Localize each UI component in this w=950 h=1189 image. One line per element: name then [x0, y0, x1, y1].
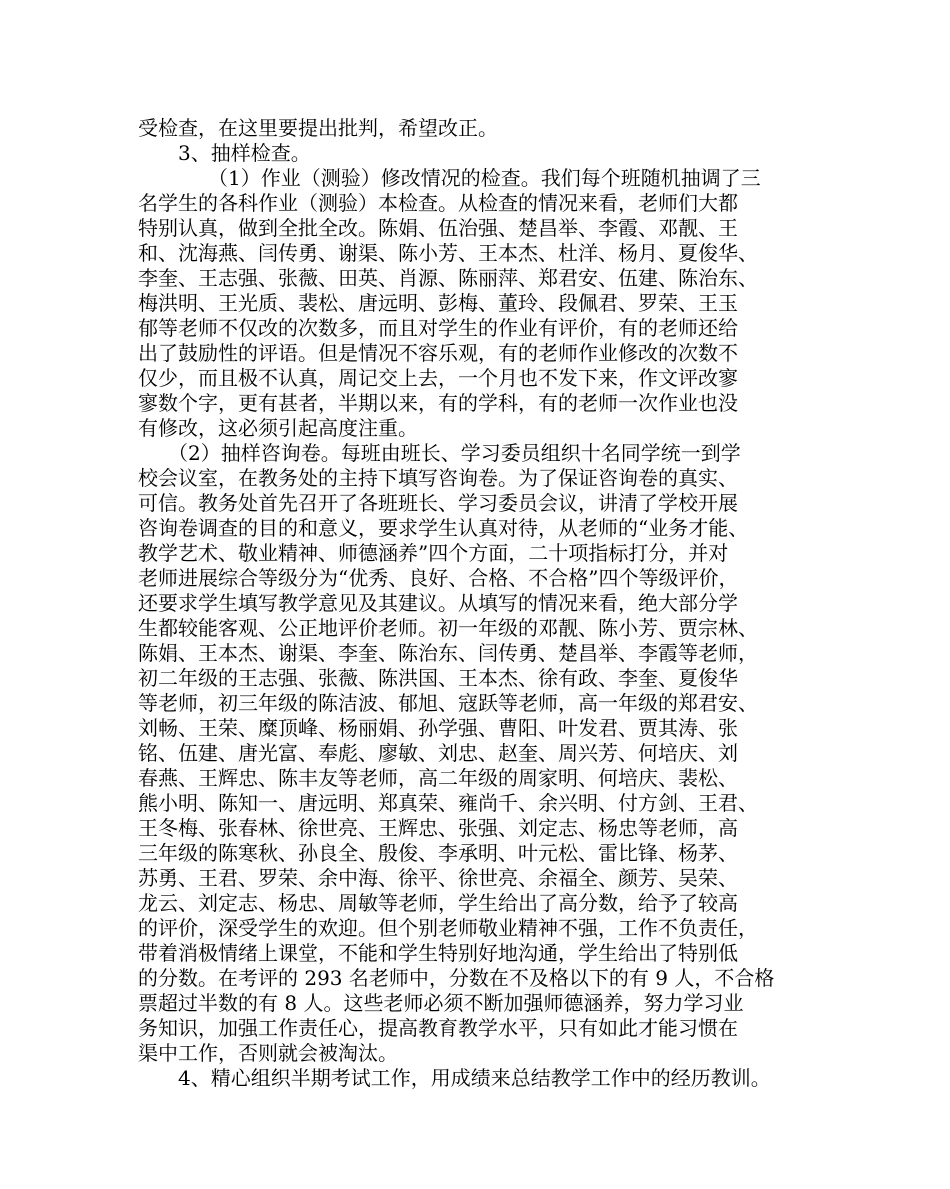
text-line: 有修改，这必须引起高度注重。: [138, 416, 418, 440]
text-line: 还要求学生填写教学意见及其建议。从填写的情况来看，绝大部分学: [138, 591, 738, 615]
text-line: 梅洪明、王光质、裴松、唐远明、彭梅、董玲、段佩君、罗荣、王玉: [138, 291, 738, 315]
text-line: 受检查，在这里要提出批判，希望改正。: [138, 116, 498, 140]
text-line: 可信。教务处首先召开了各班班长、学习委员会议，讲清了学校开展: [138, 491, 738, 515]
text-line: 教学艺术、敬业精神、师德涵养”四个方面，二十项指标打分，并对: [138, 541, 729, 565]
text-line: 生都较能客观、公正地评价老师。初一年级的邓靓、陈小芳、贾宗林、: [138, 616, 758, 640]
text-line: 务知识，加强工作责任心，提高教育教学水平，只有如此才能习惯在: [138, 1016, 738, 1040]
text-line: 初二年级的王志强、张薇、陈洪国、王本杰、徐有政、李奎、夏俊华: [138, 666, 738, 690]
text-line: 三年级的陈寒秋、孙良全、殷俊、李承明、叶元松、雷比锋、杨茅、: [138, 841, 738, 865]
text-line: 的评价，深受学生的欢迎。但个别老师敬业精神不强，工作不负责任，: [138, 916, 758, 940]
text-line: 龙云、刘定志、杨忠、周敏等老师，学生给出了高分数，给予了较高: [138, 891, 738, 915]
section-heading: 4、精心组织半期考试工作，用成绩来总结教学工作中的经历教训。: [138, 1066, 771, 1090]
text-line: 王冬梅、张春林、徐世亮、王辉忠、张强、刘定志、杨忠等老师，高: [138, 816, 738, 840]
text-line: 等老师，初三年级的陈洁波、郁旭、寇跃等老师，高一年级的郑君安、: [138, 691, 758, 715]
text-line: 刘畅、王荣、糜顶峰、杨丽娟、孙学强、曹阳、叶发君、贾其涛、张: [138, 716, 738, 740]
text-line: 苏勇、王君、罗荣、余中海、徐平、徐世亮、余福全、颜芳、吴荣、: [138, 866, 738, 890]
text-line: 熊小明、陈知一、唐远明、郑真荣、雍尚千、余兴明、付方剑、王君、: [138, 791, 758, 815]
text-line: 老师进展综合等级分为“优秀、良好、合格、不合格”四个等级评价，: [138, 566, 739, 590]
text-line: 的分数。在考评的 293 名老师中，分数在不及格以下的有 9 人，不合格: [138, 966, 775, 990]
text-line: 票超过半数的有 8 人。这些老师必须不断加强师德涵养，努力学习业: [138, 991, 744, 1015]
text-line: （1）作业（测验）修改情况的检查。我们每个班随机抽调了三: [138, 166, 761, 190]
section-heading: 3、抽样检查。: [138, 141, 311, 165]
document-body: [138, 116, 820, 1091]
text-line: 寥数个字，更有甚者，半期以来，有的学科，有的老师一次作业也没: [138, 391, 738, 415]
text-line: 渠中工作，否则就会被淘汰。: [138, 1041, 398, 1065]
text-line: 名学生的各科作业（测验）本检查。从检查的情况来看，老师们大都: [138, 191, 738, 215]
text-line: 和、沈海燕、闫传勇、谢渠、陈小芳、王本杰、杜洋、杨月、夏俊华、: [138, 241, 758, 265]
text-line: （2）抽样咨询卷。每班由班长、学习委员组织十名同学统一到学: [138, 441, 741, 465]
text-line: 校会议室，在教务处的主持下填写咨询卷。为了保证咨询卷的真实、: [138, 466, 738, 490]
text-line: 春燕、王辉忠、陈丰友等老师，高二年级的周家明、何培庆、裴松、: [138, 766, 738, 790]
text-line: 铭、伍建、唐光富、奉彪、廖敏、刘忠、赵奎、周兴芳、何培庆、刘: [138, 741, 738, 765]
text-line: 出了鼓励性的评语。但是情况不容乐观，有的老师作业修改的次数不: [138, 341, 738, 365]
text-line: 郁等老师不仅改的次数多，而且对学生的作业有评价，有的老师还给: [138, 316, 738, 340]
text-line: 带着消极情绪上课堂，不能和学生特别好地沟通，学生给出了特别低: [138, 941, 738, 965]
text-line: 陈娟、王本杰、谢渠、李奎、陈治东、闫传勇、楚昌举、李霞等老师，: [138, 641, 758, 665]
text-line: 仅少，而且极不认真，周记交上去，一个月也不发下来，作文评改寥: [138, 366, 738, 390]
text-line: 李奎、王志强、张薇、田英、肖源、陈丽萍、郑君安、伍建、陈治东、: [138, 266, 758, 290]
text-line: 咨询卷调查的目的和意义，要求学生认真对待，从老师的“业务才能、: [138, 516, 749, 540]
text-line: 特别认真，做到全批全改。陈娟、伍治强、楚昌举、李霞、邓靓、王: [138, 216, 738, 240]
